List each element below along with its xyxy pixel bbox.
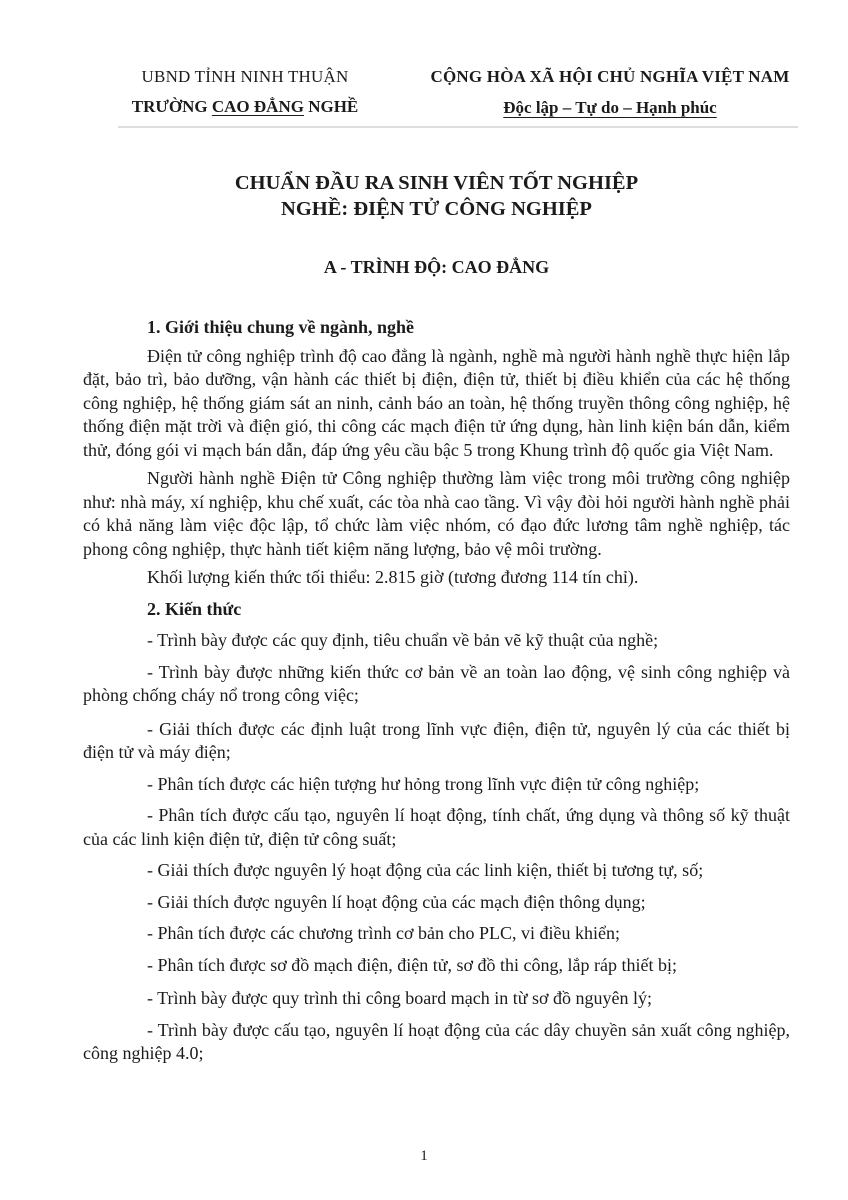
national-motto: Độc lập – Tự do – Hạnh phúc (503, 98, 717, 117)
school-name-underlined: CAO ĐẲNG (211, 97, 304, 116)
section-2-heading: 2. Kiến thức (147, 598, 242, 619)
province-authority-name: UBND TỈNH NINH THUẬN (141, 67, 349, 86)
knowledge-list-item: - Trình bày được quy trình thi công board mạch in từ sơ đồ nguyên lý; (147, 988, 653, 1008)
knowledge-list-item: - Trình bày được những kiến thức cơ bản về an toàn lao động, vệ sinh công nghiệp và phòng chống cháy nổ trong công việc; (83, 661, 790, 705)
knowledge-list-item: - Phân tích được cấu tạo, nguyên lí hoạt động, tính chất, ứng dụng và thông số kỹ thuật của các linh kiện điện tử, điện tử công suất; (83, 805, 790, 849)
national-title: CỘNG HÒA XÃ HỘI CHỦ NGHĨA VIỆT NAM (430, 67, 790, 86)
knowledge-list-item: - Trình bày được cấu tạo, nguyên lí hoạt động của các dây chuyền sản xuất công nghiệp, công nghiệp 4.0; (83, 1019, 790, 1063)
knowledge-list-item: - Phân tích được các hiện tượng hư hỏng trong lĩnh vực điện tử công nghiệp; (147, 773, 700, 794)
section-1-paragraph: Điện tử công nghiệp trình độ cao đẳng là ngành, nghề mà người hành nghề thực hiện lắp đặt, bảo trì, bảo dưỡng, vận hành các thiết bị điện, điện tử, thiết bị điều khiển của các hệ thống công nghiệp, hệ thống giám sát an ninh, cảnh báo an toàn, hệ thống truyền thông công nghiệp, hệ thống điện mặt trời và điện gió, thi công các mạch điện tử ứng dụng, hàn linh kiện bán dẫn, kiểm thử, đóng gói vi mạch bán dẫn, đáp ứng yêu cầu bậc 5 trong Khung trình độ quốc gia Việt Nam. (83, 345, 790, 460)
page-number: 1 (420, 1148, 428, 1164)
knowledge-list-item: - Giải thích được nguyên lý hoạt động của các linh kiện, thiết bị tương tự, số; (147, 860, 704, 880)
document-title-line1: CHUẨN ĐẦU RA SINH VIÊN TỐT NGHIỆP (234, 172, 639, 194)
school-name-prefix: TRƯỜNG (131, 97, 212, 116)
knowledge-list-item: - Phân tích được sơ đồ mạch điện, điện tử, sơ đồ thi công, lắp ráp thiết bị; (147, 954, 677, 975)
section-1-paragraph: Người hành nghề Điện tử Công nghiệp thường làm việc trong môi trường công nghiệp như: nhà máy, xí nghiệp, khu chế xuất, các tòa nhà cao tầng. Vì vậy đòi hỏi người hành nghề phải có khả năng làm việc độc lập, tổ chức làm việc nhóm, có đạo đức lương tâm nghề nghiệp, tác phong công nghiệp, thực hành tiết kiệm năng lượng, bảo vệ môi trường. (83, 468, 790, 559)
degree-level-subtitle: A - TRÌNH ĐỘ: CAO ĐẲNG (323, 257, 550, 277)
knowledge-list-item: - Giải thích được các định luật trong lĩnh vực điện, điện tử, nguyên lý của các thiết bị điện tử và máy điện; (83, 718, 790, 762)
document-title-line2: NGHỀ: ĐIỆN TỬ CÔNG NGHIỆP (281, 198, 592, 220)
section-1-paragraph: Khối lượng kiến thức tối thiểu: 2.815 giờ (tương đương 114 tín chỉ). (147, 567, 639, 587)
section-1-heading: 1. Giới thiệu chung về ngành, nghề (147, 317, 415, 337)
knowledge-list-item: - Trình bày được các quy định, tiêu chuẩn về bản vẽ kỹ thuật của nghề; (147, 630, 659, 650)
knowledge-list-item: - Giải thích được nguyên lí hoạt động của các mạch điện thông dụng; (147, 891, 646, 912)
document-body (83, 0, 790, 1066)
knowledge-list-item: - Phân tích được các chương trình cơ bản cho PLC, vi điều khiển; (147, 923, 620, 943)
school-name-suffix: NGHỀ (303, 97, 359, 116)
document-title (83, 170, 790, 222)
